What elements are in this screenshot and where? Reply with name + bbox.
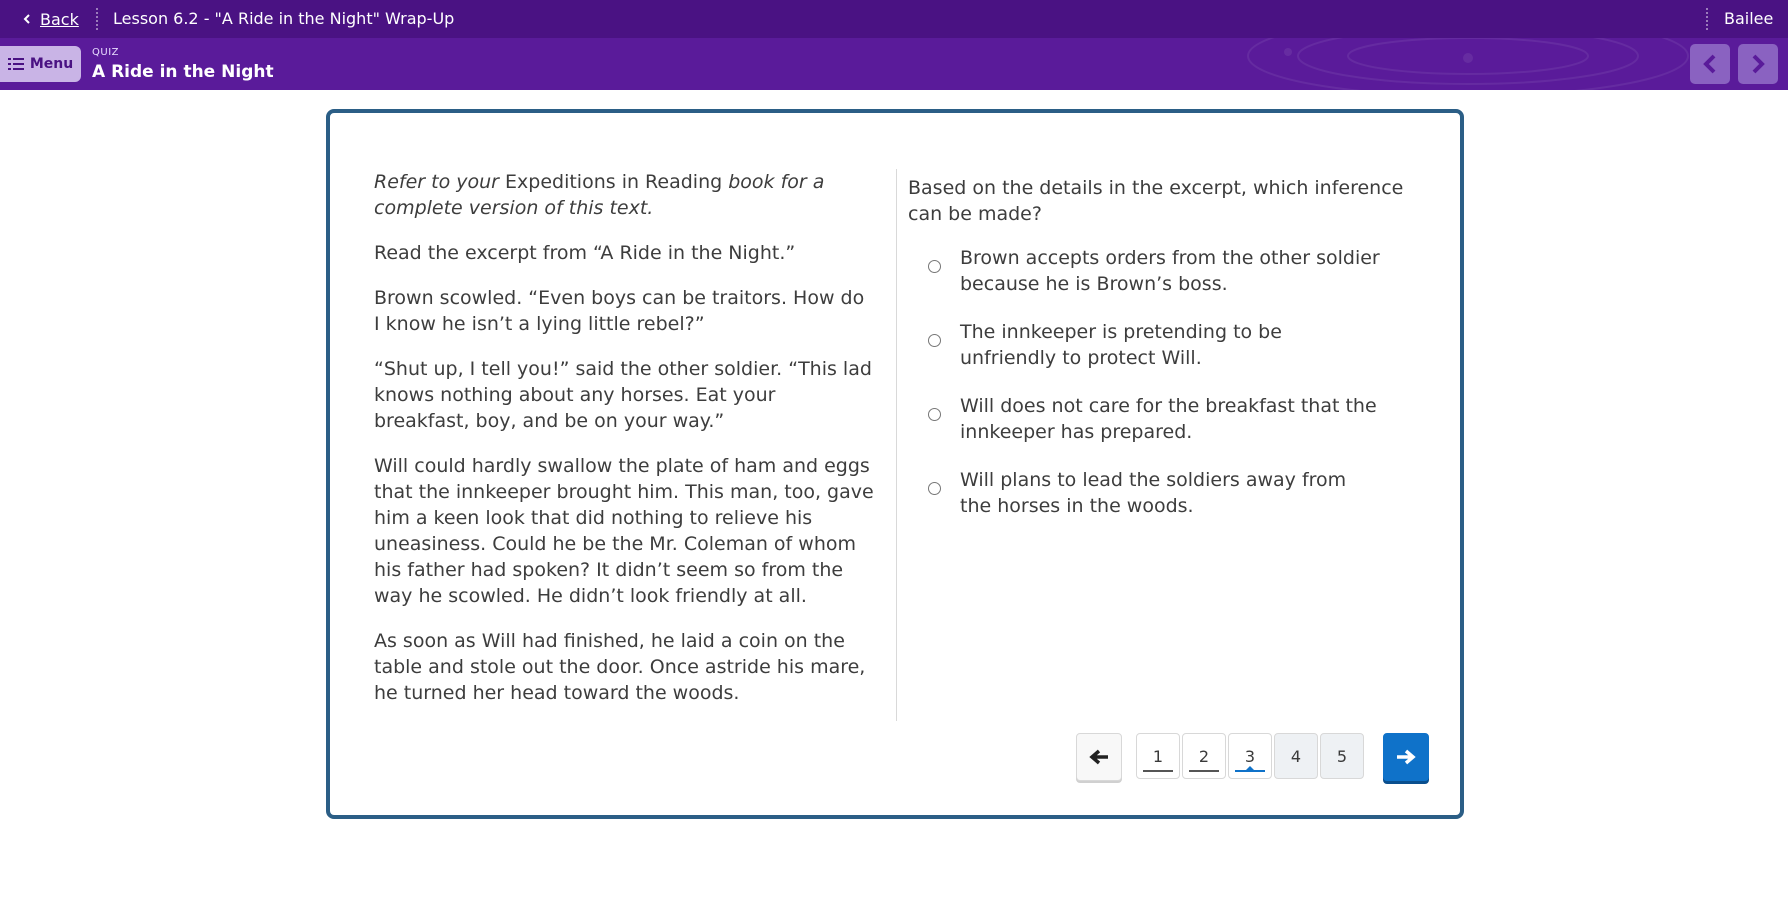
answer-options xyxy=(928,245,1398,541)
page-1-button[interactable] xyxy=(1136,733,1180,779)
intro-text: book for a complete version of this text. xyxy=(374,171,825,219)
passage-paragraph: “Shut up, I tell you!” said the other soldier. “This lad knows nothing about any horses. Eat your breakfast, boy, and be on your way.” xyxy=(374,358,872,432)
menu-list-icon xyxy=(8,58,24,70)
page-4-button[interactable] xyxy=(1274,733,1318,779)
question-prompt: Based on the details in the excerpt, which inference can be made? xyxy=(908,177,1404,225)
radio-button[interactable] xyxy=(928,260,941,273)
user-name[interactable]: Bailee xyxy=(1724,9,1774,28)
top-bar xyxy=(0,0,1788,38)
divider xyxy=(96,8,98,30)
quiz-header-bar xyxy=(0,38,1788,90)
page-number: 2 xyxy=(1198,746,1210,766)
page-number: 5 xyxy=(1336,746,1348,766)
page-number: 1 xyxy=(1152,746,1164,766)
chevron-left-icon xyxy=(22,14,32,24)
page-number: 3 xyxy=(1244,746,1256,766)
reading-passage xyxy=(374,169,874,725)
divider xyxy=(1706,8,1708,30)
passage-paragraph: Will could hardly swallow the plate of ham and eggs that the innkeeper brought him. This man, too, gave him a keen look that did nothing to relieve his uneasiness. Could he be the Mr. Coleman of whom his father had spoken? It didn’t seem so from the way he scowled. He didn’t look friendly at all. xyxy=(374,455,874,607)
next-question-button[interactable] xyxy=(1383,733,1429,781)
passage-paragraph: As soon as Will had finished, he laid a coin on the table and stole out the door. Once astride his mare, he turned her head toward the woods. xyxy=(374,630,866,704)
menu-button[interactable] xyxy=(0,46,81,82)
decorative-swirl xyxy=(1088,38,1788,90)
question-card xyxy=(326,109,1464,819)
back-link[interactable] xyxy=(22,0,79,38)
page-5-button[interactable] xyxy=(1320,733,1364,779)
page-number: 4 xyxy=(1290,746,1302,766)
quiz-kicker: QUIZ xyxy=(92,47,119,58)
answered-indicator xyxy=(1189,770,1219,772)
passage-intro xyxy=(374,169,874,221)
passage-paragraph: Read the excerpt from “A Ride in the Night.” xyxy=(374,242,796,264)
answer-option[interactable] xyxy=(928,319,1398,393)
answer-text: Brown accepts orders from the other soldier because he is Brown’s boss. xyxy=(960,247,1380,295)
next-activity-button[interactable] xyxy=(1738,44,1778,84)
previous-question-button[interactable] xyxy=(1076,733,1122,781)
arrow-right-icon xyxy=(1396,749,1416,765)
answer-option[interactable] xyxy=(928,245,1398,319)
current-indicator xyxy=(1235,770,1265,772)
answer-text: The innkeeper is pretending to be unfriendly to protect Will. xyxy=(960,321,1282,369)
answer-option[interactable] xyxy=(928,467,1398,541)
lesson-title: Lesson 6.2 - "A Ride in the Night" Wrap-Up xyxy=(113,9,455,28)
radio-button[interactable] xyxy=(928,482,941,495)
current-caret xyxy=(1246,766,1254,770)
column-divider xyxy=(896,169,897,721)
menu-label: Menu xyxy=(29,56,74,72)
radio-button[interactable] xyxy=(928,334,941,347)
quiz-title: A Ride in the Night xyxy=(92,62,274,82)
radio-button[interactable] xyxy=(928,408,941,421)
chevron-left-icon xyxy=(1702,54,1718,74)
page-2-button[interactable] xyxy=(1182,733,1226,779)
answer-text: Will does not care for the breakfast that the innkeeper has prepared. xyxy=(960,395,1377,443)
answered-indicator xyxy=(1143,770,1173,772)
chevron-right-icon xyxy=(1750,54,1766,74)
passage-paragraph: Brown scowled. “Even boys can be traitors. How do I know he isn’t a lying little rebel?” xyxy=(374,287,865,335)
previous-activity-button[interactable] xyxy=(1690,44,1730,84)
answer-option[interactable] xyxy=(928,393,1398,467)
page-3-button[interactable] xyxy=(1228,733,1272,779)
back-label: Back xyxy=(40,9,79,29)
arrow-left-icon xyxy=(1089,749,1109,765)
intro-text: Refer to your xyxy=(374,171,499,193)
answer-text: Will plans to lead the soldiers away from the horses in the woods. xyxy=(960,469,1347,517)
book-title: Expeditions in Reading xyxy=(505,171,723,193)
